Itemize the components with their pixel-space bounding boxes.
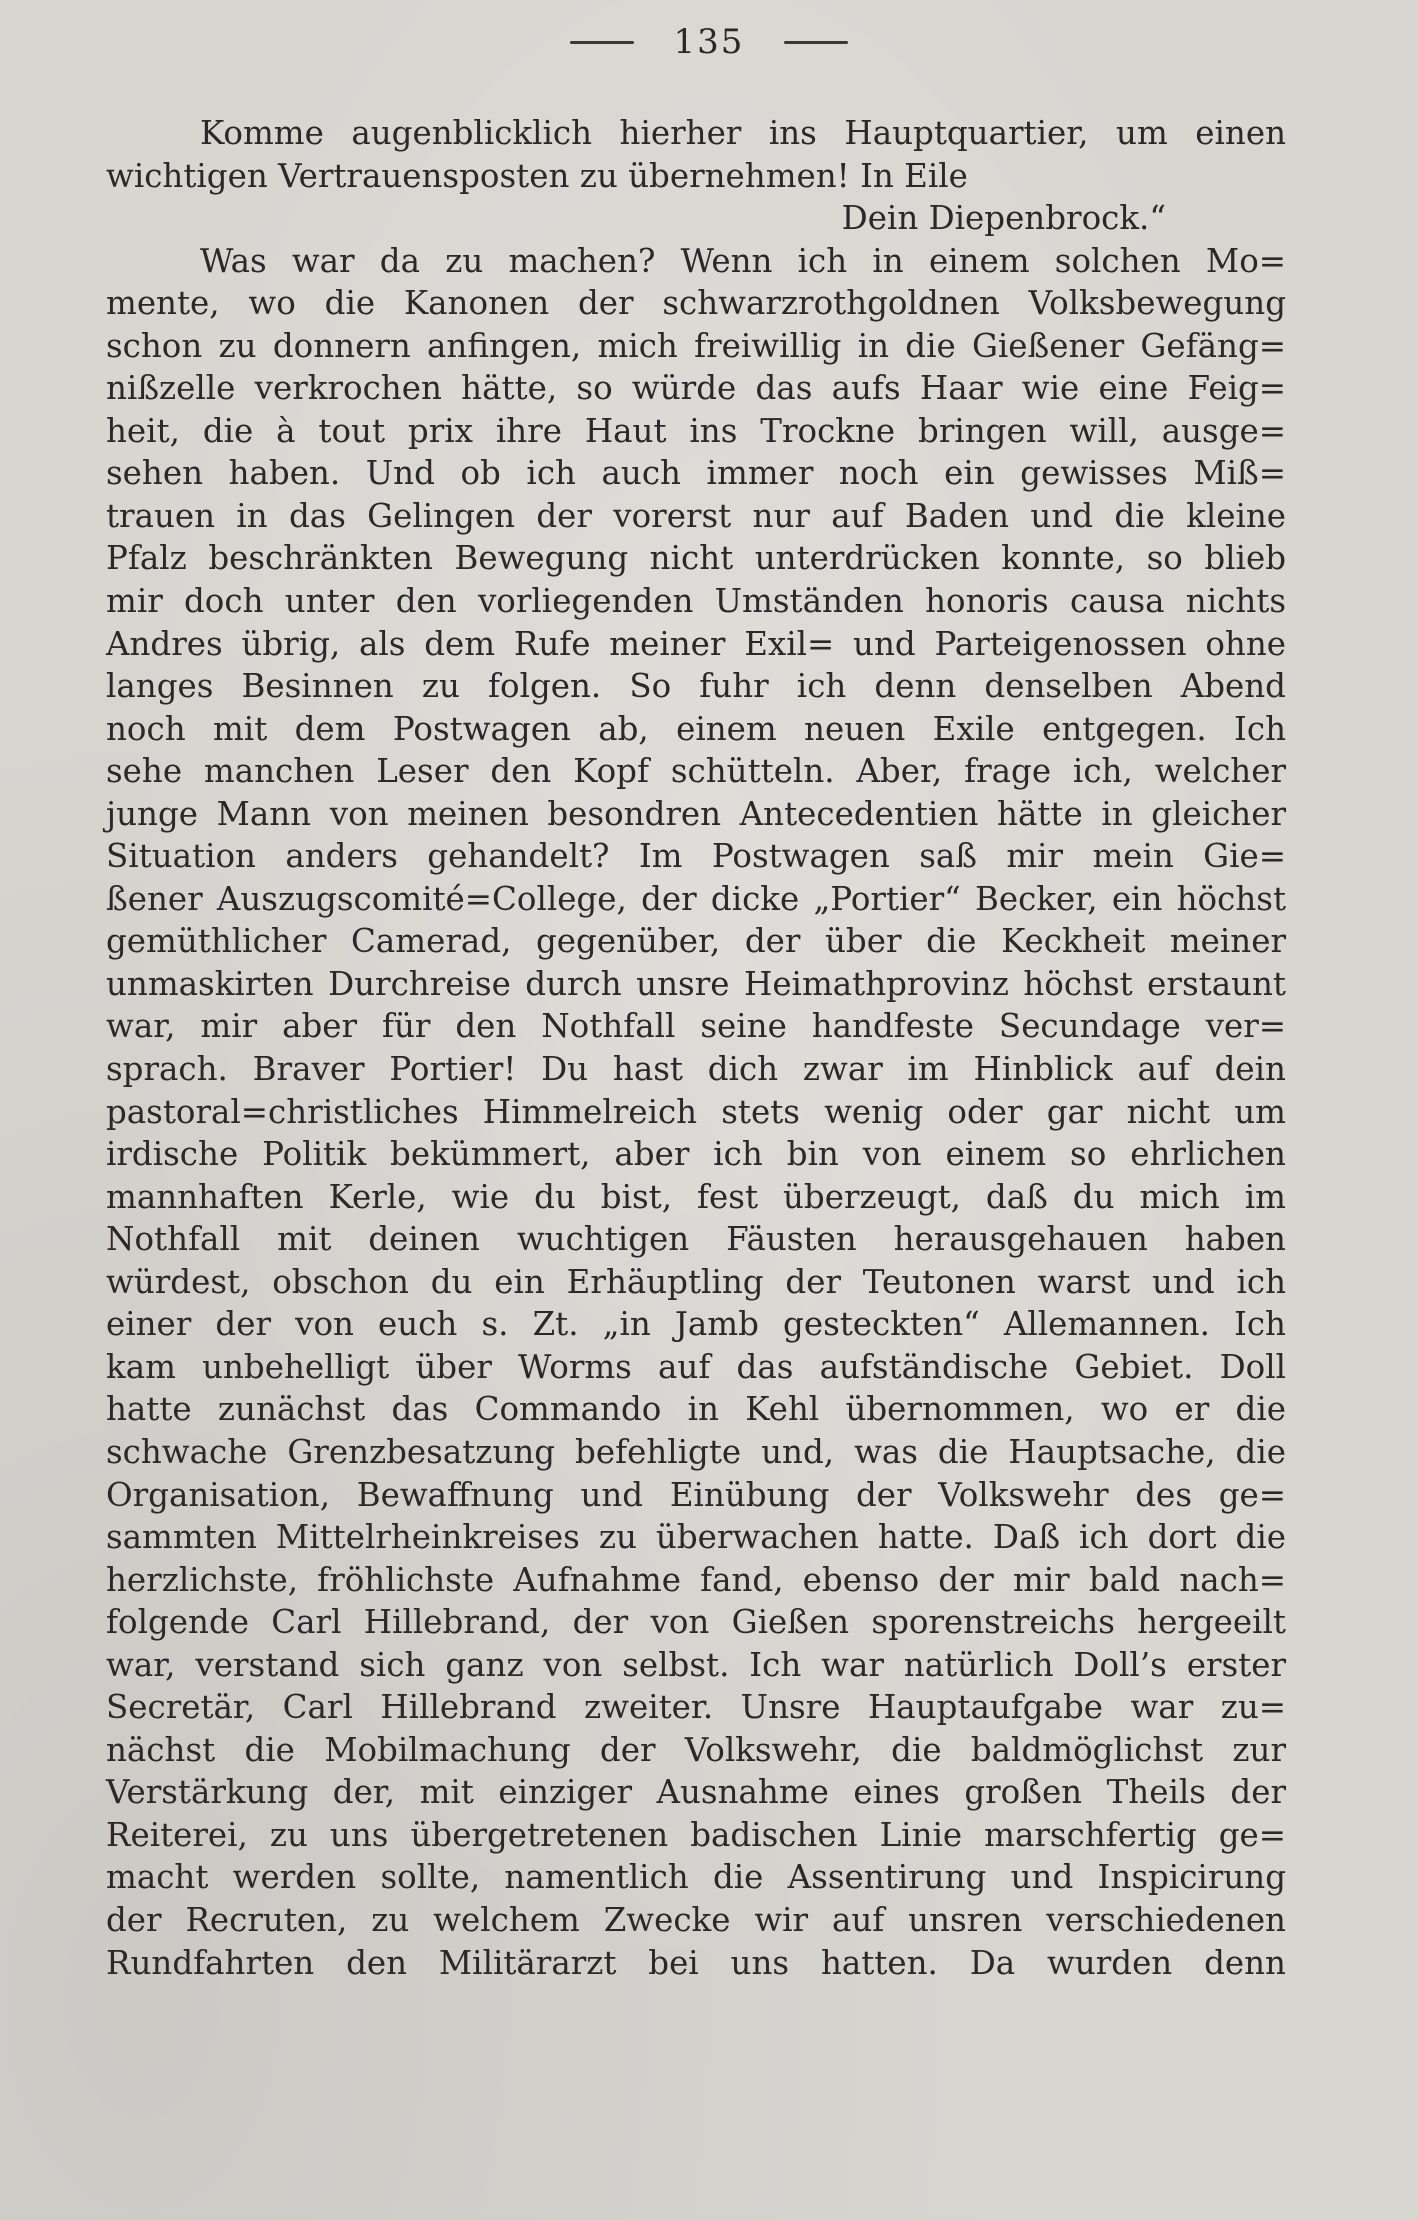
text-line: Organisation, Bewaffnung und Einübung der Volkswehr des ge= [106,1475,1286,1514]
text-line: junge Mann von meinen besondren Antecedentien hätte in gleicher [106,794,1286,833]
text-line: Nothfall mit deinen wuchtigen Fäusten herausgehauen haben [106,1220,1286,1259]
text-line: langes Besinnen zu folgen. So fuhr ich denn denselben Abend [106,667,1286,706]
text-line: trauen in das Gelingen der vorerst nur auf Baden und die kleine [106,496,1286,535]
text-line: würdest, obschon du ein Erhäuptling der Teutonen warst und ich [106,1262,1286,1301]
text-line: noch mit dem Postwagen ab, einem neuen Exile entgegen. Ich [106,709,1286,748]
page-header [0,22,1418,62]
text-line: nißzelle verkrochen hätte, so würde das aufs Haar wie eine Feig= [106,369,1286,408]
text-line: schwache Grenzbesatzung befehligte und, was die Hauptsache, die [106,1432,1286,1471]
text-line: herzlichste, fröhlichste Aufnahme fand, ebenso der mir bald nach= [106,1560,1286,1599]
page-number: 135 [673,22,745,62]
text-line: hatte zunächst das Commando in Kehl übernommen, wo er die [106,1390,1286,1429]
text-line: Verstärkung der, mit einziger Ausnahme eines großen Theils der [106,1773,1286,1812]
text-line: pastoral=christliches Himmelreich stets wenig oder gar nicht um [106,1092,1286,1131]
text-line: Secretär, Carl Hillebrand zweiter. Unsre Hauptaufgabe war zu= [106,1688,1286,1727]
text-line: mir doch unter den vorliegenden Umständen honoris causa nichts [106,582,1286,621]
text-line: heit, die à tout prix ihre Haut ins Trockne bringen will, ausge= [106,411,1286,450]
text-line: Dein Diepenbrock.“ [841,199,1166,238]
header-dash-left [570,41,634,44]
text-line: war, mir aber für den Nothfall seine handfeste Secundage ver= [106,1007,1286,1046]
header-dash-right [784,41,848,44]
text-line: ßener Auszugscomité=College, der dicke „Portier“ Becker, ein höchst [106,879,1286,918]
text-line: irdische Politik bekümmert, aber ich bin von einem so ehrlichen [106,1135,1286,1174]
text-line: gemüthlicher Camerad, gegenüber, der über die Keckheit meiner [106,922,1286,961]
body-text [106,112,1286,1984]
text-line: unmaskirten Durchreise durch unsre Heimathprovinz höchst erstaunt [106,964,1286,1003]
text-line: Reiterei, zu uns übergetretenen badischen Linie marschfertig ge= [106,1815,1286,1854]
text-line: mente, wo die Kanonen der schwarzrothgoldnen Volksbewegung [106,284,1286,323]
text-line: sprach. Braver Portier! Du hast dich zwar im Hinblick auf dein [106,1050,1286,1089]
text-line: Rundfahrten den Militärarzt bei uns hatten. Da wurden denn [106,1943,1286,1982]
text-line: macht werden sollte, namentlich die Assentirung und Inspicirung [106,1858,1286,1897]
text-line: folgende Carl Hillebrand, der von Gießen sporenstreichs hergeeilt [106,1603,1286,1642]
text-line: nächst die Mobilmachung der Volkswehr, die baldmöglichst zur [106,1730,1286,1769]
text-line: sehen haben. Und ob ich auch immer noch ein gewisses Miß= [106,454,1286,493]
text-line: sehe manchen Leser den Kopf schütteln. Aber, frage ich, welcher [106,752,1286,791]
text-line: Was war da zu machen? Wenn ich in einem solchen Mo= [200,241,1286,280]
text-line: Situation anders gehandelt? Im Postwagen saß mir mein Gie= [106,837,1286,876]
text-line: wichtigen Vertrauensposten zu übernehmen! In Eile [106,156,968,195]
text-line: war, verstand sich ganz von selbst. Ich war natürlich Doll’s erster [106,1645,1286,1684]
text-line: sammten Mittelrheinkreises zu überwachen hatte. Daß ich dort die [106,1518,1286,1557]
text-line: Komme augenblicklich hierher ins Hauptquartier, um einen [200,114,1286,152]
text-line: Pfalz beschränkten Bewegung nicht unterdrücken konnte, so blieb [106,539,1286,578]
text-line: mannhaften Kerle, wie du bist, fest überzeugt, daß du mich im [106,1177,1286,1216]
text-line: der Recruten, zu welchem Zwecke wir auf unsren verschiedenen [106,1900,1286,1939]
text-line: einer der von euch s. Zt. „in Jamb gesteckten“ Allemannen. Ich [106,1305,1286,1344]
text-line: kam unbehelligt über Worms auf das aufständische Gebiet. Doll [106,1347,1286,1386]
text-line: schon zu donnern anfingen, mich freiwillig in die Gießener Gefäng= [106,326,1286,365]
text-line: Andres übrig, als dem Rufe meiner Exil= und Parteigenossen ohne [106,624,1286,663]
